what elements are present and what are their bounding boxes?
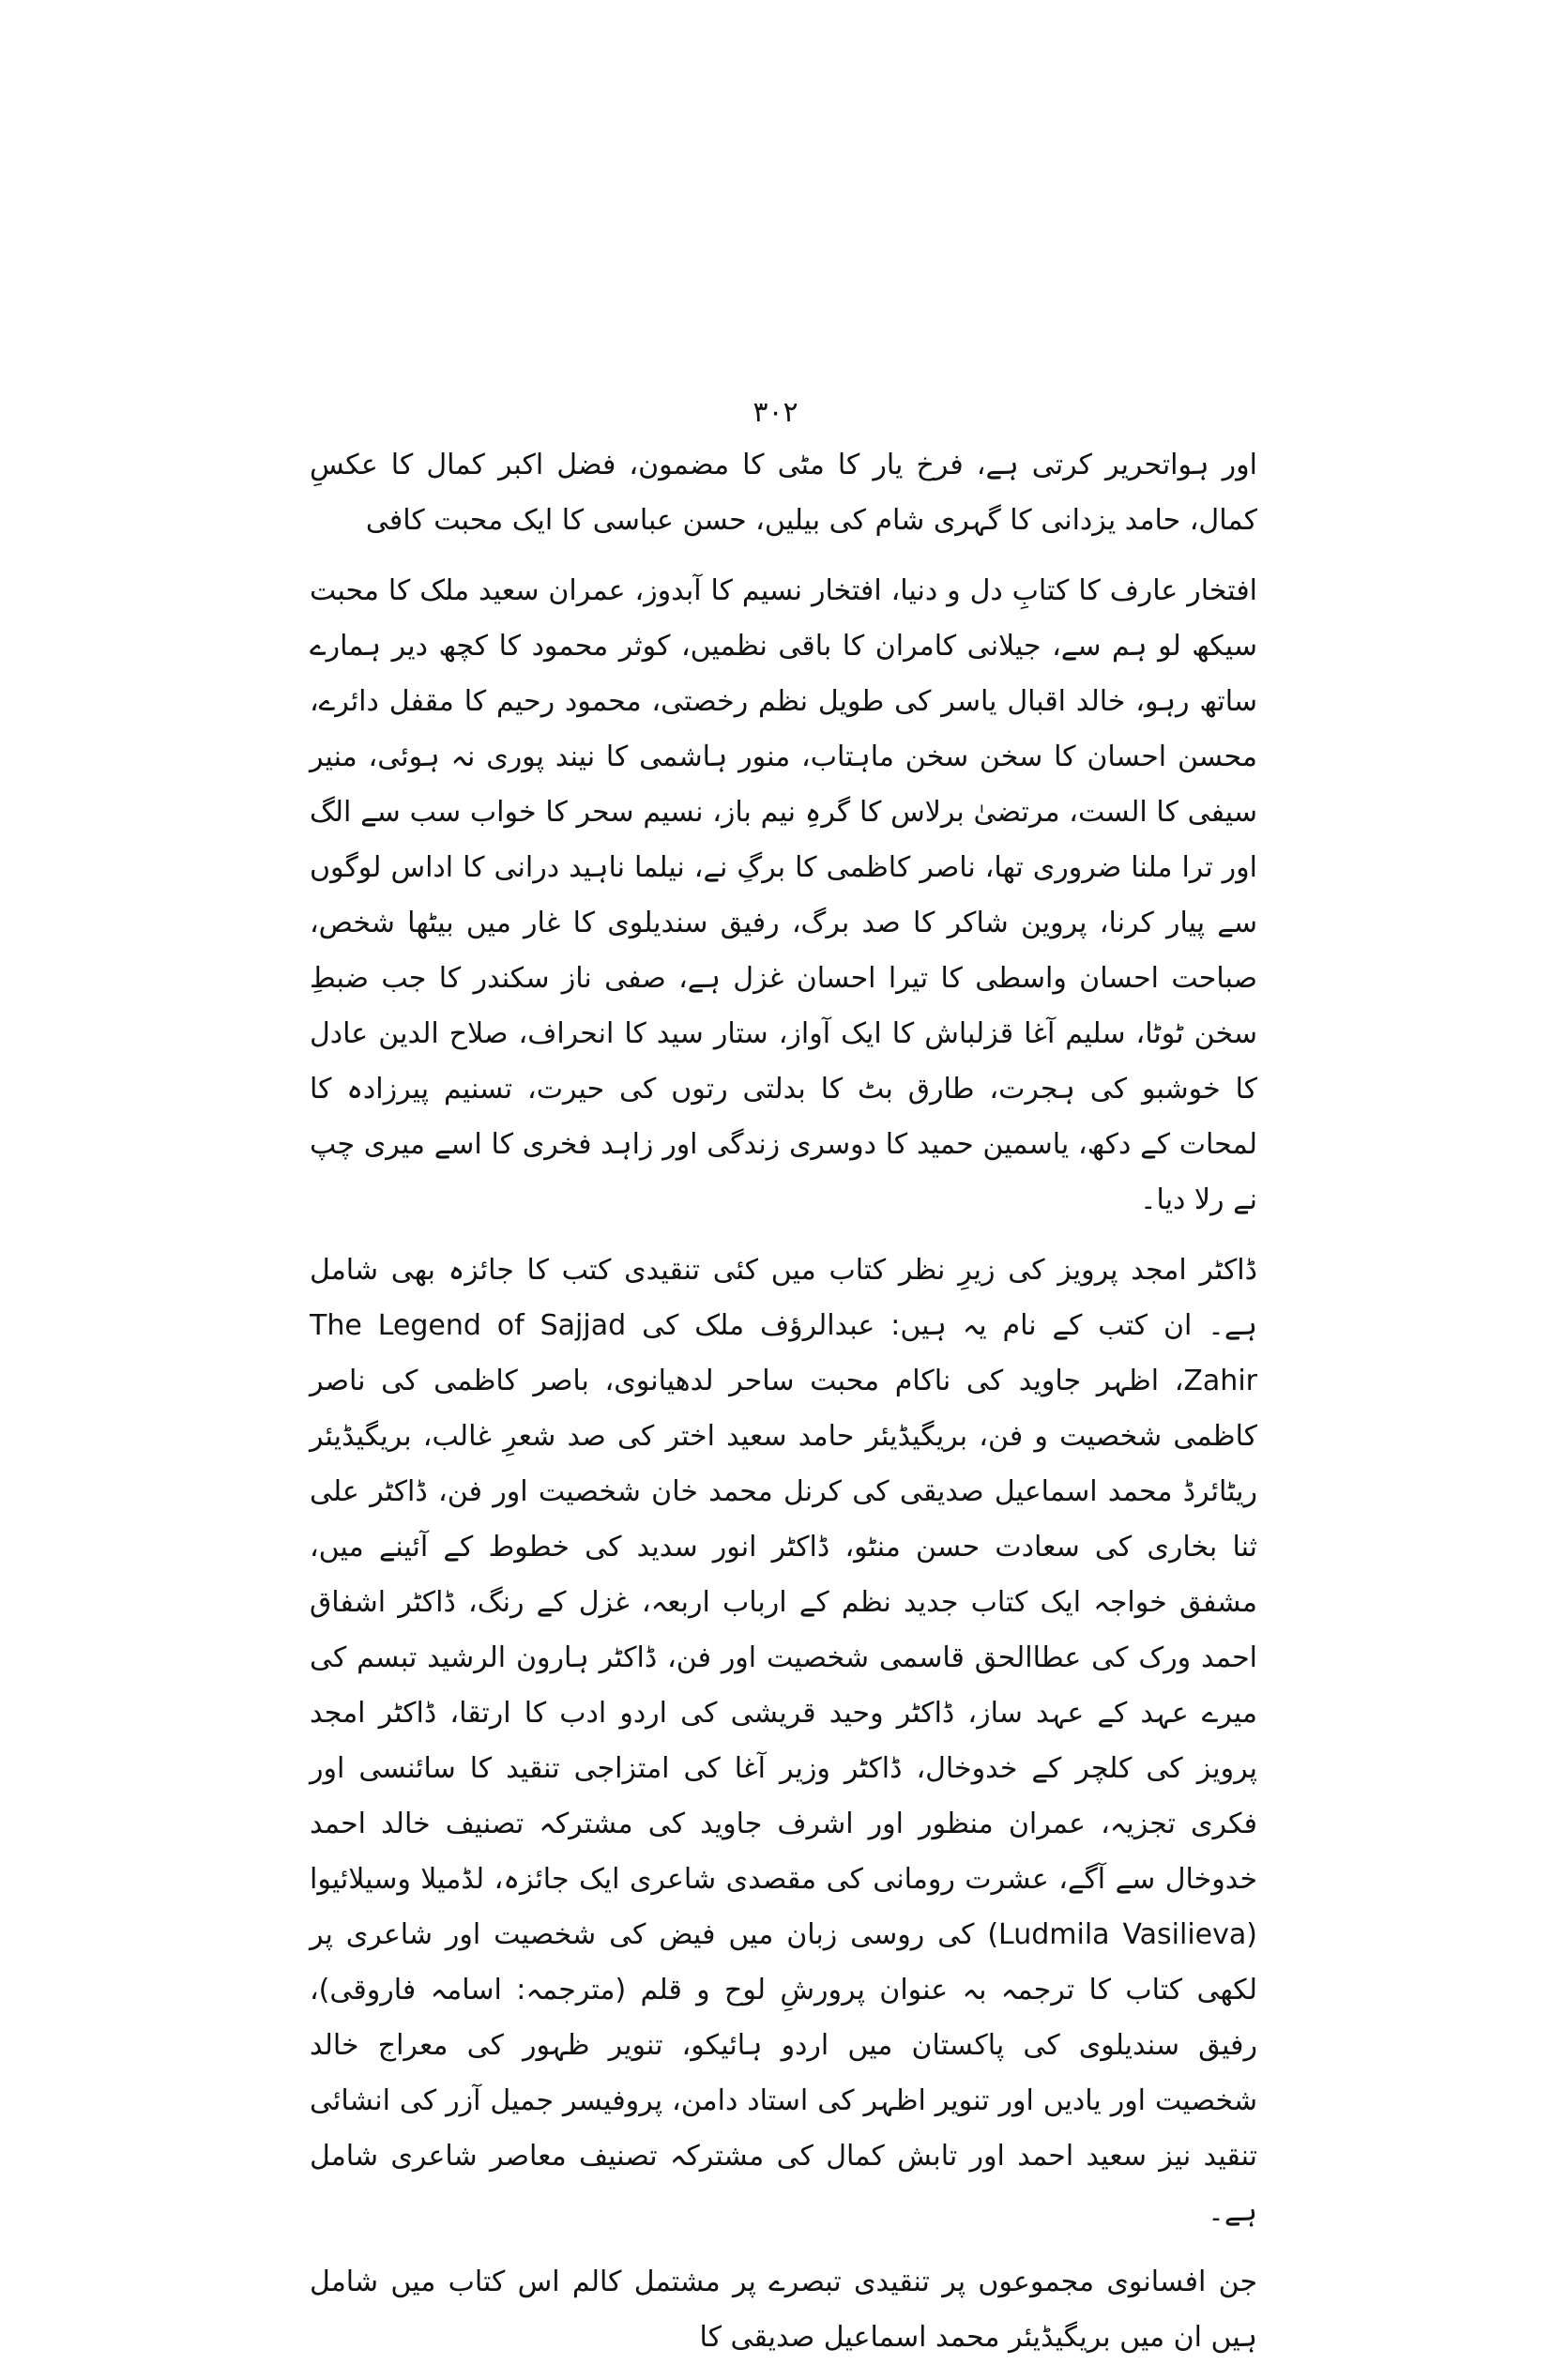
paragraph: ڈاکٹر امجد پرویز کی زیرِ نظر کتاب میں کئی تنقیدی کتب کا جائزہ بھی شامل ہے۔ ان کتب کے نام یہ ہیں: عبدالرؤف ملک کی The Legend of Sajjad Zahir، اظہر جاوید کی ناکام محبت ساحر لدھیانوی، باصر کاظمی کی ناصر کاظمی شخصیت و فن، بریگیڈیئر حامد سعید اختر کی صد شعرِ غالب، بریگیڈیئر ریٹائرڈ محمد اسماعیل صدیقی کی کرنل محمد خان شخصیت اور فن، ڈاکٹر علی ثنا بخاری کی سعادت حسن منٹو، ڈاکٹر انور سدید کی خطوط کے آئینے میں، مشفق خواجہ ایک کتاب جدید نظم کے ارباب اربعہ، غزل کے رنگ، ڈاکٹر اشفاق احمد ورک کی عطاالحق قاسمی شخصیت اور فن، ڈاکٹر ہارون الرشید تبسم کی میرے عہد کے عہد ساز، ڈاکٹر وحید قریشی کی اردو ادب کا ارتقا، ڈاکٹر امجد پرویز کی کلچر کے خدوخال، ڈاکٹر وزیر آغا کی امتزاجی تنقید کا سائنسی اور فکری تجزیہ، عمران منظور اور اشرف جاوید کی مشترکہ تصنیف خالد احمد خدوخال سے آگے، عشرت رومانی کی مقصدی شاعری ایک جائزہ، لڈمیلا وسیلائیوا (Ludmila Vasilieva) کی روسی زبان میں فیض کی شخصیت اور شاعری پر لکھی کتاب کا ترجمہ بہ عنوان پرورشِ لوح و قلم (مترجمہ: اسامہ فاروقی)، رفیق سندیلوی کی پاکستان میں اردو ہائیکو، تنویر ظہور کی معراج خالد شخصیت اور یادیں اور تنویر اظہر کی استاد دامن، پروفیسر جمیل آزر کی انشائی تنقید نیز سعید احمد اور تابش کمال کی مشترکہ تصنیف معاصر شاعری شامل ہے۔ [310,1254,1257,2228]
paragraph: افتخار عارف کا کتابِ دل و دنیا، افتخار نسیم کا آبدوز، عمران سعید ملک کا محبت سیکھ لو ہم سے، جیلانی کامران کا باقی نظمیں، کوثر محمود کا کچھ دیر ہمارے ساتھ رہو، خالد اقبال یاسر کی طویل نظم رخصتی، محمود رحیم کا مقفل دائرے، محسن احسان کا سخن سخن ماہتاب، منور ہاشمی کا نیند پوری نہ ہوئی، منیر سیفی کا الست، مرتضیٰ برلاس کا گرہِ نیم باز، نسیم سحر کا خواب سب سے الگ اور ترا ملنا ضروری تھا، ناصر کاظمی کا برگِ نے، نیلما ناہید درانی کا اداس لوگوں سے پیار کرنا، پروین شاکر کا صد برگ، رفیق سندیلوی کا غار میں بیٹھا شخص، صباحت احسان واسطی کا تیرا احسان غزل ہے، صفی ناز سکندر کا جب ضبطِ سخن ٹوٹا، سلیم آغا قزلباش کا ایک آواز، ستار سید کا انحراف، صلاح الدین عادل کا خوشبو کی ہجرت، طارق بٹ کا بدلتی رتوں کی حیرت، تسنیم پیرزادہ کا لمحات کے دکھ، یاسمین حمید کا دوسری زندگی اور زاہد فخری کا اسے میری چپ نے رلا دیا۔ [310,574,1257,1216]
paragraph: اور ہواتحریر کرتی ہے، فرخ یار کا مٹی کا مضمون، فضل اکبر کمال کا عکسِ کمال، حامد یزدانی کا گہری شام کی بیلیں، حسن عباسی کا ایک محبت کافی [310,449,1257,537]
paragraph: جن افسانوی مجموعوں پر تنقیدی تبصرے پر مشتمل کالم اس کتاب میں شامل ہیں ان میں بریگیڈیئر محمد اسماعیل صدیقی کا [310,2266,1257,2354]
page-body [310,437,1257,2380]
page-number: ۳۰۲ [753,396,798,429]
